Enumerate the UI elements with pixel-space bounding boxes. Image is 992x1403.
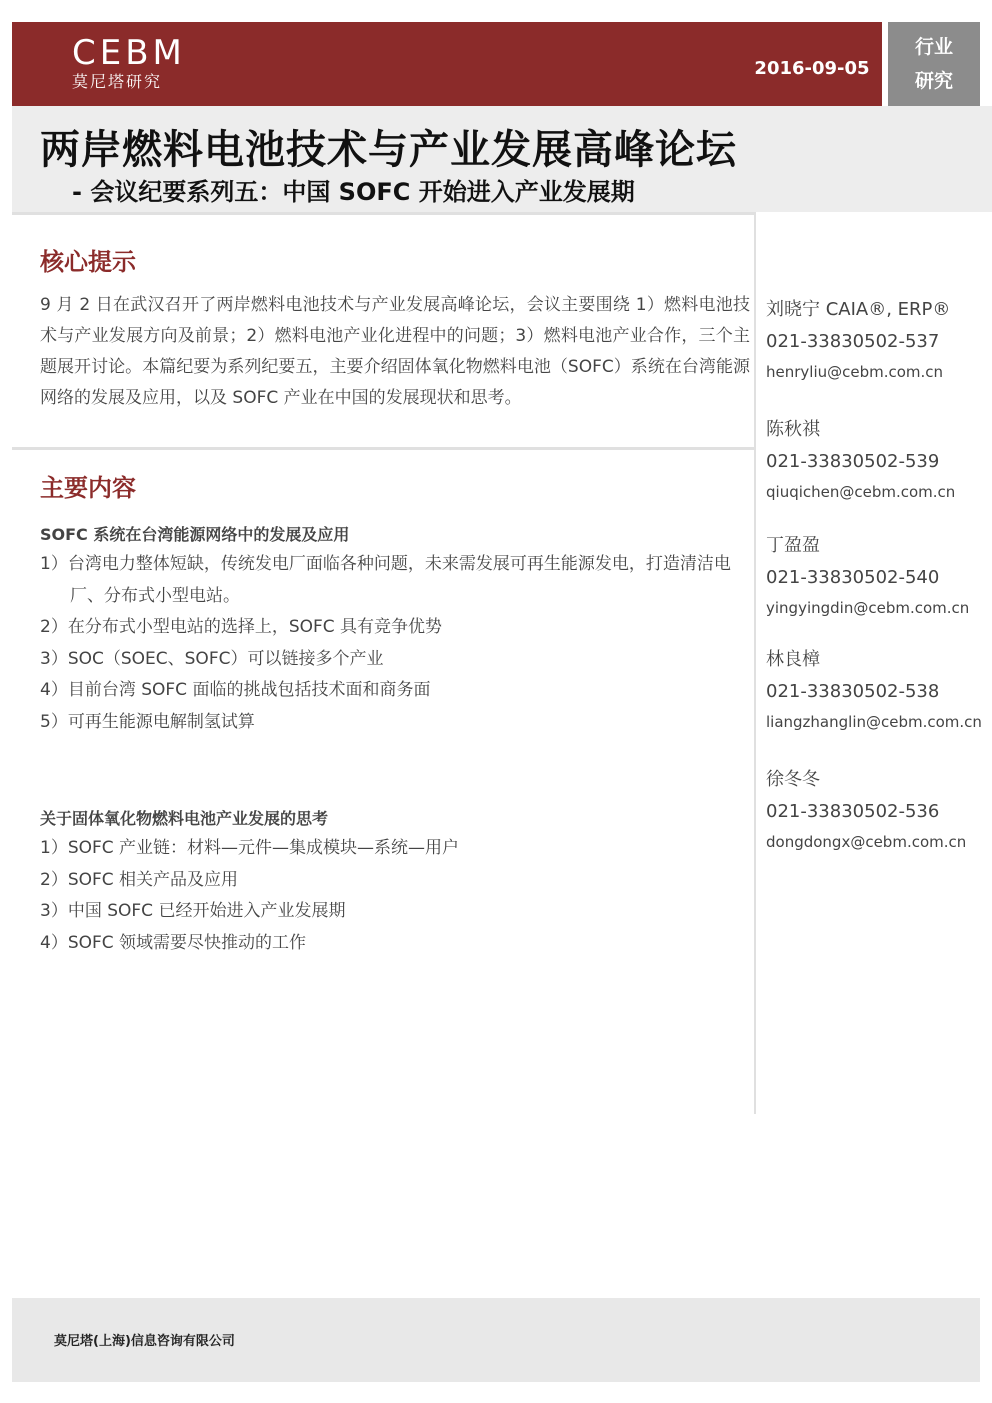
- page-subtitle: - 会议纪要系列五：中国 SOFC 开始进入产业发展期: [72, 178, 635, 206]
- analyst-phone: 021-33830502-536: [766, 801, 940, 822]
- main-content-heading: 主要内容: [40, 474, 136, 502]
- key-points-text: 9 月 2 日在武汉召开了两岸燃料电池技术与产业发展高峰论坛，会议主要围绕 1）燃料电池技术与产业发展方向及前景；2）燃料电池产业化进程中的问题；3）燃料电池产业合作，三个主题展开讨论。本篇纪要为系列纪要五，主要介绍固体氧化物燃料电池（SOFC）系统在台湾能源网络的发展及应用，以及 SOFC 产业在中国的发展现状和思考。: [40, 295, 750, 408]
- section2-list: [40, 833, 752, 959]
- list-item: 3）中国 SOFC 已经开始进入产业发展期: [40, 901, 346, 921]
- report-type-line1: 行业: [914, 36, 953, 58]
- analyst-phone: 021-33830502-540: [766, 567, 940, 588]
- analyst-card: [766, 414, 986, 530]
- list-item: 5）可再生能源电解制氢试算: [40, 711, 255, 732]
- analyst-name: 林良樟: [766, 649, 820, 670]
- title-area: [12, 106, 992, 212]
- analyst-email[interactable]: liangzhanglin@cebm.com.cn: [766, 713, 982, 731]
- divider-top: [12, 212, 754, 215]
- list-item: 4）SOFC 领域需要尽快推动的工作: [40, 932, 307, 953]
- list-item: 4）目前台湾 SOFC 面临的挑战包括技术面和商务面: [40, 680, 431, 700]
- list-item: 3）SOC（SOEC、SOFC）可以链接多个产业: [40, 648, 384, 669]
- column-divider: [754, 212, 756, 1114]
- analyst-name: 丁盈盈: [766, 535, 820, 556]
- analyst-name: 陈秋祺: [766, 419, 820, 440]
- list-item: 1）SOFC 产业链：材料—元件—集成模块—系统—用户: [40, 838, 460, 858]
- section1-title: SOFC 系统在台湾能源网络中的发展及应用: [40, 525, 350, 544]
- divider-middle: [12, 447, 754, 450]
- analyst-email[interactable]: dongdongx@cebm.com.cn: [766, 833, 967, 851]
- analyst-phone: 021-33830502-537: [766, 331, 940, 352]
- list-item: 2）SOFC 相关产品及应用: [40, 869, 239, 890]
- report-date: 2016-09-05: [754, 58, 870, 79]
- analyst-email[interactable]: yingyingdin@cebm.com.cn: [766, 599, 970, 617]
- analyst-name: 刘晓宁 CAIA®, ERP®: [766, 299, 951, 320]
- analyst-card: [766, 294, 986, 414]
- footer: [12, 1298, 980, 1382]
- list-item: 1）台湾电力整体短缺，传统发电厂面临各种问题，未来需发展可再生能源发电，打造清洁电厂、分布式小型电站。: [40, 554, 731, 606]
- analyst-phone: 021-33830502-538: [766, 681, 940, 702]
- key-points-heading: 核心提示: [40, 248, 136, 276]
- analyst-email[interactable]: henryliu@cebm.com.cn: [766, 363, 944, 381]
- footer-company: 莫尼塔(上海)信息咨询有限公司: [54, 1334, 235, 1349]
- cebm-logo: [72, 34, 186, 92]
- section2-title: 关于固体氧化物燃料电池产业发展的思考: [40, 809, 329, 828]
- logo-subtext: 莫尼塔研究: [72, 72, 163, 91]
- report-type-line2: 研究: [914, 70, 953, 92]
- analyst-name: 徐冬冬: [766, 769, 820, 790]
- list-item: 2）在分布式小型电站的选择上，SOFC 具有竞争优势: [40, 617, 443, 637]
- page-title: 两岸燃料电池技术与产业发展高峰论坛: [40, 127, 737, 173]
- analyst-sidebar: [766, 294, 986, 874]
- analyst-card: [766, 764, 986, 874]
- analyst-email[interactable]: qiuqichen@cebm.com.cn: [766, 483, 956, 501]
- report-type-badge: [888, 22, 980, 106]
- analyst-card: [766, 530, 986, 644]
- header-bar: [12, 22, 882, 106]
- logo-text: CEBM: [72, 33, 186, 73]
- section1-list: [40, 549, 752, 738]
- analyst-card: [766, 644, 986, 764]
- analyst-phone: 021-33830502-539: [766, 451, 940, 472]
